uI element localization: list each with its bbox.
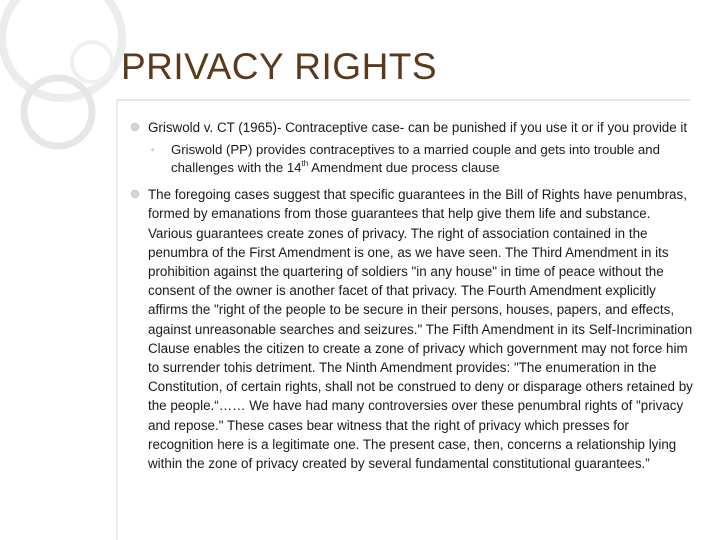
sub-bullet-text-after: Amendment due process clause (308, 160, 500, 176)
decorative-rings (2, 0, 122, 146)
bullet-icon (131, 190, 139, 198)
ordinal-superscript: th (301, 158, 309, 168)
sub-bullet-item (151, 141, 698, 177)
bullet-text: Griswold v. CT (1965)- Contraceptive case- can be punished if you use it or if you provide it (148, 120, 688, 135)
bullet-item-quote (128, 185, 698, 473)
spacer (128, 177, 698, 185)
bullet-item-griswold (128, 118, 698, 137)
bullet-icon (131, 123, 139, 131)
ring-bullet-icon: ◦ (151, 145, 155, 157)
slide-body (128, 118, 698, 473)
slide-title: PRIVACY RIGHTS (121, 46, 438, 87)
bullet-text: The foregoing cases suggest that specific guarantees in the Bill of Rights have penumbras, formed by emanations from those guarantees that help give them life and substance. Various guarantees create zones of privacy. The right of association contained in the penumbra of the First Amendment is one, as we have seen. The Third Amendment in its prohibition against the quartering of soldiers "in any house" in time of peace without the consent of the owner is another facet of that privacy. The Fourth Amendment explicitly affirms the "right of the people to be secure in their persons, houses, papers, and effects, against unreasonable searches and seizures." The Fifth Amendment in its Self-Incrimination Clause enables the citizen to create a zone of privacy which government may not force him to surrender tohis detriment. The Ninth Amendment provides: "The enumeration in the Constitution, of certain rights, shall not be construed to deny or disparage others retained by the people.“…… We have had many controversies over these penumbral rights of "privacy and repose." These cases bear witness that the right of privacy which presses for recognition here is a legitimate one. The present case, then, concerns a relationship lying within the zone of privacy created by several fundamental constitutional guarantees.” (148, 187, 693, 472)
sub-bullet-text-before: Griswold (PP) provides contraceptives to a married couple and gets into trouble and challenges with the 14 (171, 142, 660, 176)
